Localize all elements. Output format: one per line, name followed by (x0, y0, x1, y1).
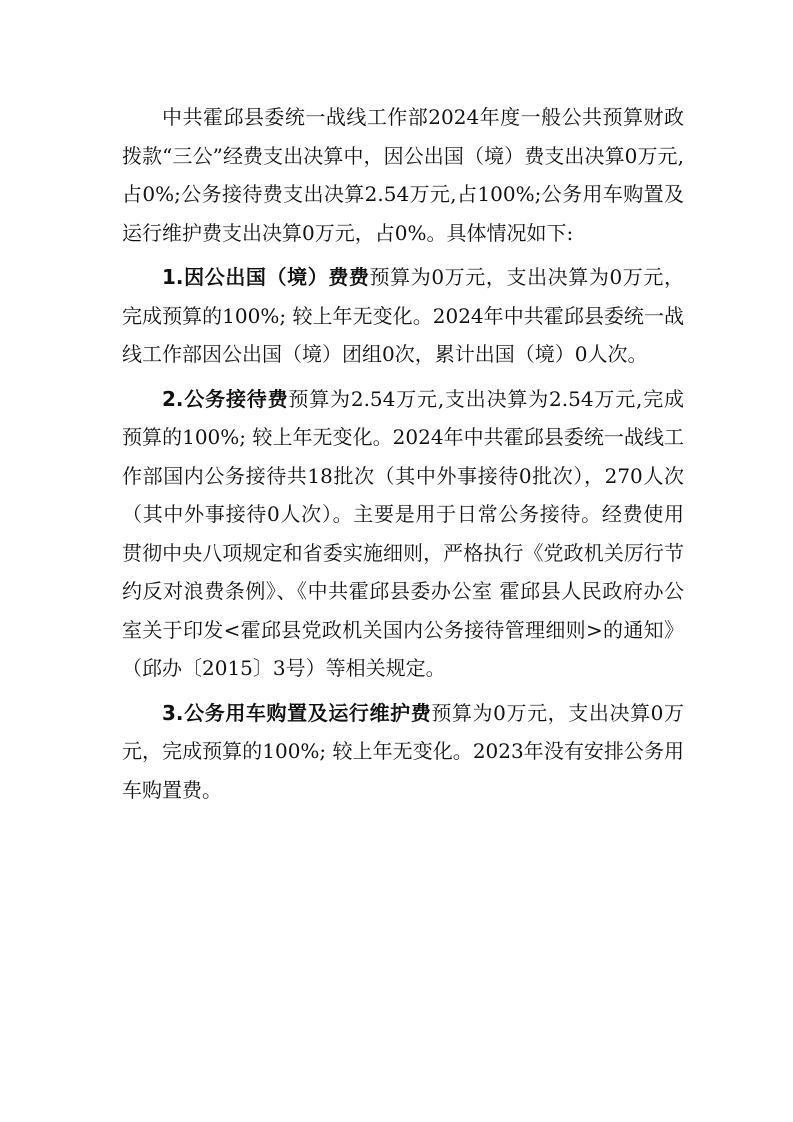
document-body (122, 98, 684, 809)
item-body-travel: 预算为0万元，支出决算为0万元，完成预算的100%; 较上年无变化。2024年中共霍邱县委统一战线工作部因公出国（境）团组0次，累计出国（境）0人次。 (122, 265, 684, 366)
item-heading-vehicle: 3.公务用车购置及运行维护费 (162, 700, 432, 725)
item-body-reception: 预算为2.54万元,支出决算为2.54万元,完成预算的100%; 较上年无变化。2024年中共霍邱县委统一战线工作部国内公务接待共18批次（其中外事接待0批次），270人次（其中外事接待0人次）。主要是用于日常公务接待。经费使用贯彻中央八项规定和省委实施细则，严格执行《党政机关厉行节约反对浪费条例》、《中共霍邱县委办公室 霍邱县人民政府办公室关于印发<霍邱县党政机关国内公务接待管理细则>的通知》（邱办〔2015〕3号）等相关规定。 (122, 386, 685, 680)
item-heading-travel: 1.因公出国（境）费费 (162, 265, 370, 289)
item-paragraph-vehicle (122, 694, 684, 810)
item-paragraph-reception (122, 380, 684, 688)
intro-paragraph: 中共霍邱县委统一战线工作部2024年度一般公共预算财政拨款“三公”经费支出决算中，因公出国（境）费支出决算0万元,占0%;公务接待费支出决算2.54万元,占100%;公务用车购置及运行维护费支出决算0万元，占0%。具体情况如下: (122, 105, 684, 245)
item-heading-reception: 2.公务接待费 (162, 386, 289, 411)
item-paragraph-travel (122, 258, 684, 374)
item-body-vehicle: 预算为0万元，支出决算0万元，完成预算的100%; 较上年无变化。2023年没有安排公务用车购置费。 (122, 700, 685, 802)
